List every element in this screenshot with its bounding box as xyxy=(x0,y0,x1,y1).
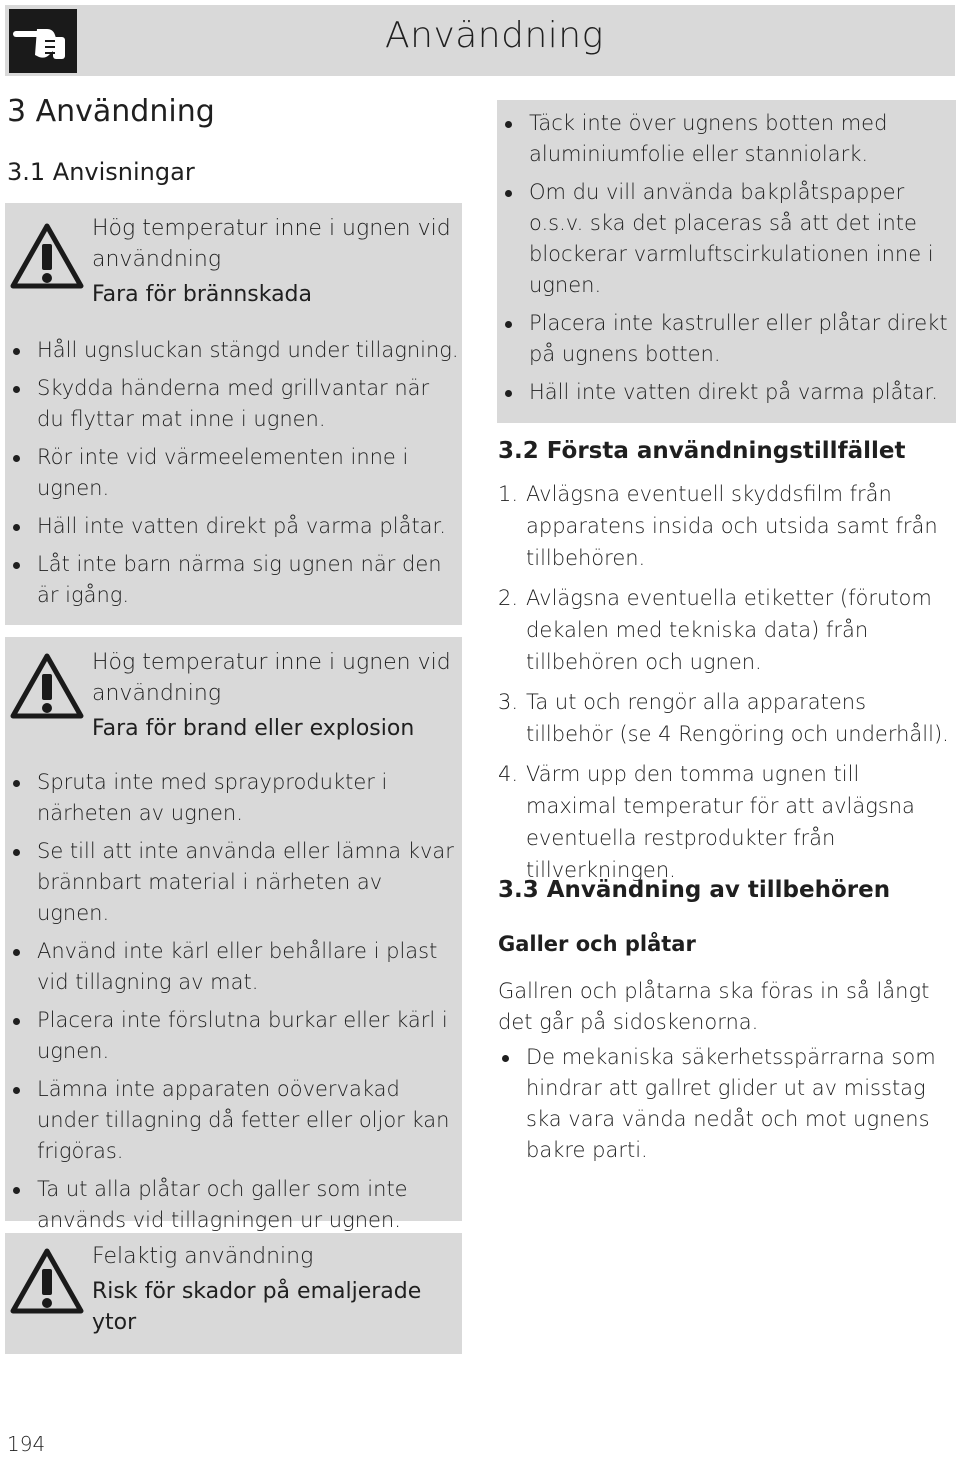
step-text: Ta ut och rengör alla apparatens tillbehör (se 4 Rengöring och underhåll). xyxy=(526,690,949,746)
list-item: Använd inte kärl eller behållare i plast vid tillagning av mat. xyxy=(9,936,459,998)
warning-line-2: Fara för brand eller explosion xyxy=(92,716,415,741)
section-title-3-2: 3.2 Första användningstillfället xyxy=(498,438,906,464)
page-header xyxy=(5,5,955,76)
step-number: 3. xyxy=(498,690,519,714)
list-item: Placera inte förslutna burkar eller kärl i ugnen. xyxy=(9,1005,459,1067)
burn-precautions-list xyxy=(9,335,459,618)
step-number: 4. xyxy=(498,762,519,786)
list-item: Håll ugnsluckan stängd under tillagning. xyxy=(9,335,459,366)
fire-precautions-list xyxy=(9,767,459,1243)
accessories-list xyxy=(498,1042,953,1173)
list-item: Låt inte barn närma sig ugnen när den är igång. xyxy=(9,549,459,611)
step-text: Avlägsna eventuell skyddsfilm från apparatens insida och utsida samt från tillbehören. xyxy=(526,482,938,570)
warning-triangle-icon xyxy=(9,222,85,290)
list-item: Se till att inte använda eller lämna kvar brännbart material i närheten av ugnen. xyxy=(9,836,459,929)
list-item xyxy=(498,478,953,574)
warning-line-2: Fara för brännskada xyxy=(92,282,312,307)
warning-line-1: Hög temperatur inne i ugnen vid användning xyxy=(92,216,451,272)
warning-box-fire xyxy=(5,637,462,1232)
oven-precautions-list xyxy=(501,108,949,415)
list-item: Spruta inte med sprayprodukter i närheten av ugnen. xyxy=(9,767,459,829)
list-item: Lämna inte apparaten oövervakad under tillagning då fetter eller oljor kan frigöras. xyxy=(9,1074,459,1167)
warning-text xyxy=(92,213,454,310)
list-item xyxy=(498,758,953,886)
list-item xyxy=(498,686,953,750)
warning-text xyxy=(92,647,454,744)
warning-box-enamel xyxy=(5,1233,462,1354)
warning-text xyxy=(92,1241,454,1338)
section-title-3-1: 3.1 Anvisningar xyxy=(7,158,195,186)
step-text: Avlägsna eventuella etiketter (förutom dekalen med tekniska data) från tillbehören och ugnen. xyxy=(526,586,932,674)
list-item: Rör inte vid värmeelementen inne i ugnen. xyxy=(9,442,459,504)
warning-line-1: Felaktig användning xyxy=(92,1244,314,1269)
precautions-box-right xyxy=(497,100,956,423)
header-title: Användning xyxy=(385,15,604,56)
pointing-hand-icon xyxy=(9,9,77,73)
warning-box-burn xyxy=(5,203,462,625)
list-item: Skydda händerna med grillvantar när du flyttar mat inne i ugnen. xyxy=(9,373,459,435)
warning-line-1: Hög temperatur inne i ugnen vid användning xyxy=(92,650,451,706)
list-item: Om du vill använda bakplåtspapper o.s.v. ska det placeras så att det inte blockerar varmluftscirkulationen inne i ugnen. xyxy=(501,177,949,301)
subsection-title: Galler och plåtar xyxy=(498,932,696,956)
list-item: De mekaniska säkerhetsspärrarna som hindrar att gallret glider ut av misstag ska vara vända nedåt och mot ugnens bakre parti. xyxy=(498,1042,953,1166)
list-item: Ta ut alla plåtar och galler som inte används vid tillagningen ur ugnen. xyxy=(9,1174,459,1236)
list-item: Häll inte vatten direkt på varma plåtar. xyxy=(501,377,949,408)
list-item: Täck inte över ugnens botten med aluminiumfolie eller stanniolark. xyxy=(501,108,949,170)
page-number: 194 xyxy=(7,1432,46,1456)
step-number: 1. xyxy=(498,482,519,506)
step-number: 2. xyxy=(498,586,519,610)
step-text: Värm upp den tomma ugnen till maximal temperatur för att avlägsna eventuella restprodukter från tillverkningen. xyxy=(526,762,915,882)
list-item: Placera inte kastruller eller plåtar direkt på ugnens botten. xyxy=(501,308,949,370)
warning-line-2: Risk för skador på emaljerade ytor xyxy=(92,1279,422,1335)
chapter-title: 3 Användning xyxy=(7,94,215,129)
section-title-3-3: 3.3 Användning av tillbehören xyxy=(498,877,891,903)
first-use-steps xyxy=(498,478,953,894)
warning-triangle-icon xyxy=(9,1247,85,1315)
list-item xyxy=(498,582,953,678)
warning-triangle-icon xyxy=(9,652,85,720)
list-item: Häll inte vatten direkt på varma plåtar. xyxy=(9,511,459,542)
accessories-paragraph: Gallren och plåtarna ska föras in så långt det går på sidoskenorna. xyxy=(498,979,930,1034)
